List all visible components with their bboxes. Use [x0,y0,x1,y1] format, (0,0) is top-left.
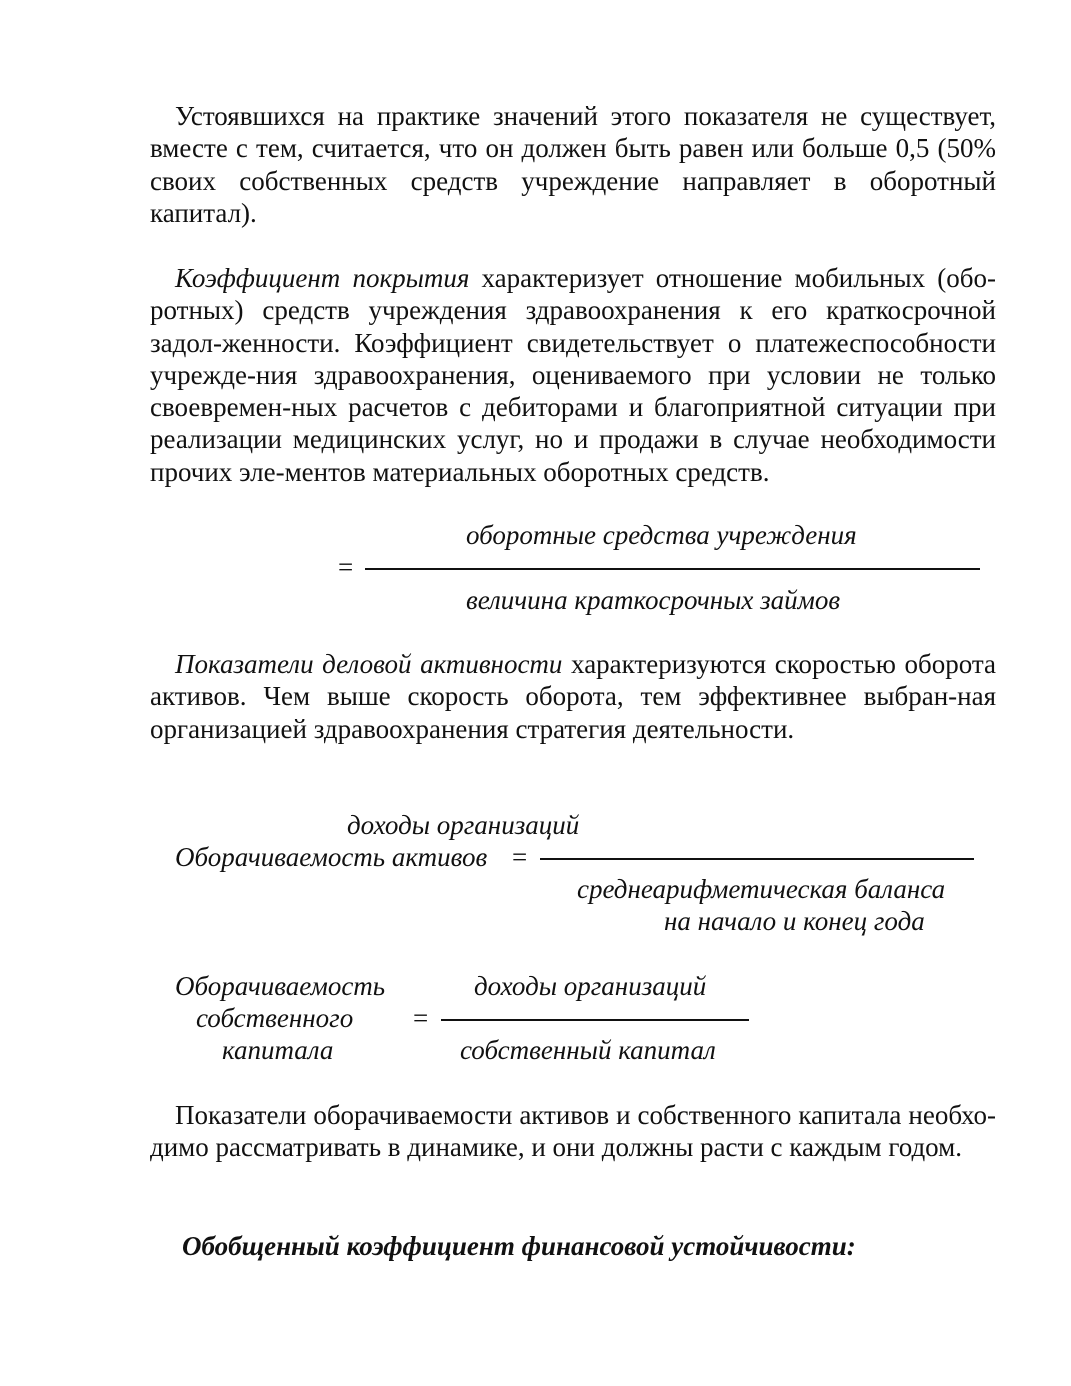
section-heading: Обобщенный коэффициент финансовой устойчивости: [182,1231,856,1261]
paragraph-liquidity-note [150,100,996,229]
paragraph-text: характеризует отношение мобильных (обо-ротных) средств учреждения здравоохранения к его краткосрочной задол-женности. Коэффициент свидетельствует о платежеспособности учрежде-ния здравоохранения, оцениваемого при условии не только своевремен-ных расчетов с дебиторами и благоприятной ситуации при реализации медицинских услуг, но и продажи в случае необходимости прочих эле-ментов материальных оборотных средств. [150,263,996,487]
fraction-bar [540,858,974,860]
formula-numerator: доходы организаций [347,810,580,840]
paragraph-text: Устоявшихся на практике значений этого показателя не существует, вместе с тем, считается, что он должен быть равен или больше 0,5 (50% своих собственных средств учреждение направляет в оборотный капитал). [150,101,996,228]
term-business-activity: Показатели деловой активности [175,649,563,679]
formula-equals-sign: = [338,552,354,582]
paragraph-turnover-dynamics [150,1099,996,1164]
formula-denominator-line2: на начало и конец года [664,906,925,936]
formula-lhs-line2: собственного [196,1003,354,1033]
formula-lhs: Оборачиваемость активов [175,842,488,872]
fraction-bar [441,1019,749,1021]
formula-lhs-line1: Оборачиваемость [175,971,386,1001]
formula-numerator: доходы организаций [474,971,707,1001]
term-coverage-ratio: Коэффициент покрытия [175,263,470,293]
paragraph-business-activity [150,648,996,745]
formula-denominator: собственный капитал [460,1035,716,1065]
formula-equals-sign: = [413,1003,429,1033]
formula-numerator: оборотные средства учреждения [466,520,857,550]
paragraph-coverage-ratio [150,262,996,488]
fraction-bar [365,568,980,570]
paragraph-text: Показатели оборачиваемости активов и собственного капитала необхо-димо рассматривать в динамике, и они должны расти с каждым годом. [150,1100,996,1163]
formula-equals-sign: = [512,842,528,872]
formula-denominator: величина краткосрочных займов [466,585,841,615]
paragraph-text: характеризуются скоростью оборота активов. Чем выше скорость оборота, тем эффективнее выбран-ная организацией здравоохранения стратегия деятельности. [150,649,996,744]
formula-lhs-line3: капитала [222,1035,334,1065]
formula-denominator-line1: среднеарифметическая баланса [577,874,946,904]
